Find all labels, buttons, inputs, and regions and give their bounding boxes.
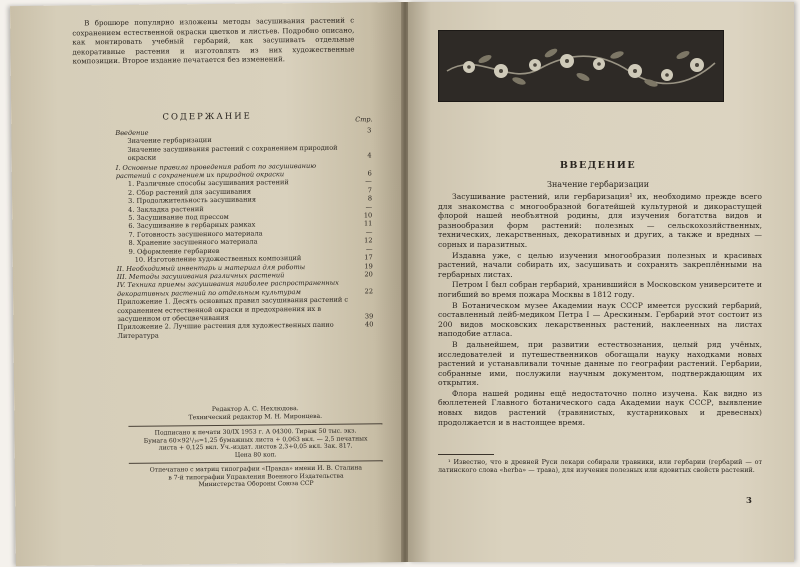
paragraph: Издавна уже, с целью изучения многообразия полезных и красивых растений, начали собирать их, засушивать и сохранять закреплёнными на гербарных листах. bbox=[438, 250, 762, 279]
chapter-subtitle: Значение гербаризации bbox=[546, 180, 650, 189]
price-line: Цена 80 коп. bbox=[234, 451, 277, 459]
editor-line: Редактор А. С. Нехлюдова. bbox=[211, 405, 299, 414]
print-data-block bbox=[128, 427, 382, 460]
toc-entry: 1. Различные способы засушивания растений — bbox=[127, 177, 372, 189]
footnote: ¹ Известно, что в древней Руси лекари собирали травники, или гербарии (гербарий — от латинского слова «herba» — трава), для изучения полезных или ядовитых свойств растений. bbox=[438, 458, 762, 475]
floral-headpiece-image bbox=[438, 30, 724, 102]
toc-entry: 6. Засушивание в гербарных рамках 11 bbox=[128, 219, 373, 231]
editors-block bbox=[128, 404, 382, 422]
toc-entry: 2. Сбор растений для засушивания 7 bbox=[127, 186, 373, 197]
toc-entry: II. Необходимый инвентарь и материал для работы 19 bbox=[116, 261, 373, 273]
book-spread bbox=[10, 2, 798, 562]
toc-entry: Литература bbox=[117, 331, 159, 340]
toc-entry: Приложение 1. Десять основных правил засушивания растений с сохранением естественной окраски и предохранения их в засушенном от обесцвечивания 39 bbox=[117, 295, 374, 323]
toc-entry: 7. Готовность засушенного материала — bbox=[128, 228, 373, 239]
footnote-rule bbox=[438, 454, 494, 455]
printer-line: Отпечатано с матриц типографии «Правда» имени И. В. Сталина bbox=[149, 464, 363, 474]
paragraph: В Ботаническом музее Академии наук СССР имеется русский гербарий, составленный лейб-медиком Петра I — Арескиным. Гербарий этот состоит из 200 видов московских лекарственных растений, наклеенных на листах наподобие атласа. bbox=[438, 300, 762, 339]
toc-page-header: Стр. bbox=[355, 115, 373, 124]
toc-entry: 8. Хранение засушенного материала 12 bbox=[128, 236, 373, 248]
print-data-line: листа + 0,125 вкл. Уч.-издат. листов 2,3+0,05 вкл. Зак. 817. bbox=[158, 442, 353, 452]
paragraph: Засушивание растений, или гербаризация¹ их, необходимо прежде всего для знакомства с многообразной богатейшей культурной и дикорастущей флорой нашей необъятной родины, для изучения богатства видов и разнообразия форм растений: полезных — сельскохозяйственных, технических, лекарственных, декоративных и других, а также и вредных — сорных и паразитных. bbox=[438, 192, 762, 249]
paragraph: В дальнейшем, при развитии естествознания, целый ряд учёных, исследователей и путешественников обогащали науку находками новых растений и устанавливали точные данные по географии растений. Гербарии, собранные ими, послужили научным документом, подтверждающим их открытия. bbox=[438, 339, 762, 388]
printer-line: в 7-й типографии Управления Военного Издательства bbox=[168, 472, 344, 482]
printer-block bbox=[129, 464, 383, 489]
toc-entry: 5. Засушивание под прессом 10 bbox=[128, 211, 373, 222]
toc-entry: III. Методы засушивания различных растений 20 bbox=[116, 270, 373, 281]
page-number: 3 bbox=[746, 496, 752, 506]
toc-entry: Введение 3 bbox=[115, 126, 372, 138]
print-data-line: Бумага 60×92¹/₁₆=1,25 бумажных листа + 0,063 вкл. — 2,5 печатных bbox=[143, 434, 368, 445]
paragraph: Петром I был собран гербарий, хранившийся в Московском университете и погибший во время пожара Москвы в 1812 году. bbox=[438, 280, 762, 299]
table-of-contents bbox=[115, 126, 373, 340]
paragraph: Флора нашей родины ещё недостаточно полно изучена. Как видно из бюллетеней Главного ботанического сада Академии наук СССР, выявление новых видов растений (травянистых, кустарниковых и древесных) продолжается и в настоящее время. bbox=[438, 388, 762, 427]
abstract-text: В брошюре популярно изложены методы засушивания растений с сохранением естественной окраски цветков и листьев. Подробно описано, как монтировать учебный гербарий, как засушивать отдельные декоративные растения и изготовлять из них художественные композиции. Второе издание печатается без изменений. bbox=[72, 16, 355, 66]
left-page bbox=[10, 2, 408, 566]
right-page bbox=[408, 2, 794, 562]
divider bbox=[129, 460, 383, 464]
toc-entry: 9. Оформление гербариев — bbox=[128, 245, 373, 256]
toc-entry: I. Основные правила проведения работ по засушиванию растений с сохранением их природной окраски 6 bbox=[115, 161, 372, 181]
printer-line: Министерства Обороны Союза ССР bbox=[198, 480, 314, 489]
abstract-block bbox=[72, 17, 354, 68]
toc-entry: IV. Техника приемы засушивания наиболее распространенных декоративных растений по отдельным культурам 22 bbox=[116, 278, 374, 298]
toc-entry: Значение гербаризации bbox=[127, 136, 212, 146]
body-text bbox=[438, 192, 762, 428]
toc-entry: 10. Изготовление художественных композиций 17 bbox=[134, 253, 373, 264]
chapter-title: ВВЕДЕНИЕ bbox=[559, 160, 637, 171]
tech-editor-line: Технический редактор М. Н. Миронцева. bbox=[188, 412, 323, 421]
toc-entry: Значение засушивания растений с сохранением природной окраски 4 bbox=[127, 143, 372, 163]
toc-entry: 4. Закладка растений — bbox=[128, 202, 373, 214]
toc-title: СОДЕРЖАНИЕ bbox=[162, 111, 252, 123]
divider bbox=[128, 423, 382, 427]
toc-entry: Приложение 2. Лучшие растения для художественных панно 40 bbox=[117, 320, 374, 332]
print-data-line: Подписано к печати 30/IX 1953 г. А 04300. Тираж 50 тыс. экз. bbox=[154, 427, 357, 437]
toc-entry: 3. Продолжительность засушивания 8 bbox=[128, 194, 373, 206]
